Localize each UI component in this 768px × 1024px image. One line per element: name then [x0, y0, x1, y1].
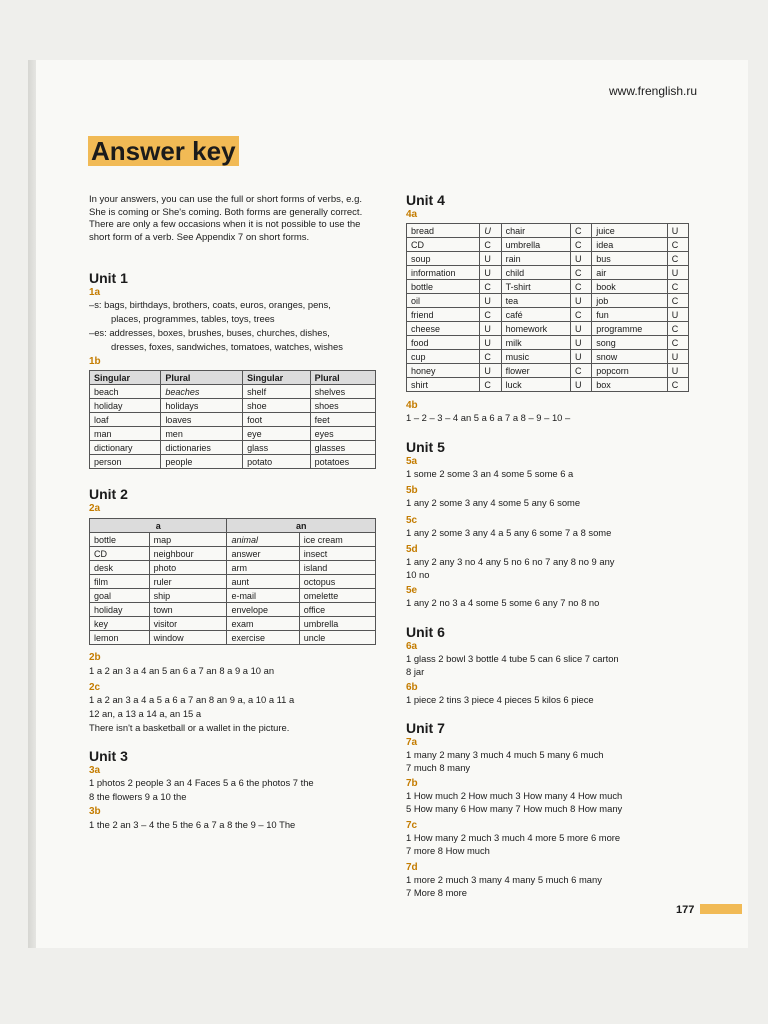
table-cell: idea [592, 238, 667, 252]
table-cell: snow [592, 350, 667, 364]
table-cell: C [480, 280, 501, 294]
table-row [90, 455, 376, 469]
table-cell: homework [501, 322, 570, 336]
page-number: 177 [676, 904, 695, 916]
table-cell: U [667, 308, 688, 322]
ex-6b-line: 1 piece 2 tins 3 piece 4 pieces 5 kilos 6 piece [406, 694, 594, 705]
table-cell: U [570, 350, 591, 364]
table-cell: shirt [407, 378, 480, 392]
table-row [407, 350, 689, 364]
ex-2a-table [89, 518, 376, 645]
ex-4b-line: 1 – 2 – 3 – 4 an 5 a 6 a 7 a 8 – 9 – 10 – [406, 412, 571, 423]
table-row [90, 399, 376, 413]
table-header: a [90, 519, 227, 533]
ex-7b-label: 7b [406, 778, 418, 789]
ex-1a-line: –s: bags, birthdays, brothers, coats, euros, oranges, pens, [89, 299, 331, 310]
table-cell: exercise [227, 631, 299, 645]
table-cell: U [667, 364, 688, 378]
table-row [90, 561, 376, 575]
table-cell: shelves [310, 385, 375, 399]
table-row [90, 413, 376, 427]
table-cell: loaves [161, 413, 243, 427]
ex-6a-line: 8 jar [406, 666, 425, 677]
ex-2c-line: 1 a 2 an 3 a 4 a 5 a 6 a 7 an 8 an 9 a, a 10 a 11 a [89, 694, 295, 705]
table-row [90, 533, 376, 547]
table-cell: honey [407, 364, 480, 378]
table-cell: fun [592, 308, 667, 322]
table-cell: island [299, 561, 375, 575]
table-row [90, 547, 376, 561]
ex-1a-line: –es: addresses, boxes, brushes, buses, churches, dishes, [89, 327, 330, 338]
ex-1b-label: 1b [89, 356, 101, 367]
ex-6a-line: 1 glass 2 bowl 3 bottle 4 tube 5 can 6 slice 7 carton [406, 653, 619, 664]
unit-3-heading: Unit 3 [89, 748, 128, 764]
table-cell: friend [407, 308, 480, 322]
ex-2b-label: 2b [89, 652, 101, 663]
table-cell: luck [501, 378, 570, 392]
table-cell: box [592, 378, 667, 392]
table-cell: eye [243, 427, 311, 441]
ex-7a-label: 7a [406, 737, 418, 748]
table-cell: café [501, 308, 570, 322]
table-row [407, 252, 689, 266]
ex-4a-label: 4a [406, 209, 418, 220]
table-cell: envelope [227, 603, 299, 617]
table-cell: e-mail [227, 589, 299, 603]
table-cell: bottle [407, 280, 480, 294]
unit-4-heading: Unit 4 [406, 192, 445, 208]
table-cell: omelette [299, 589, 375, 603]
table-cell: holiday [90, 603, 150, 617]
ex-4a-table [406, 223, 689, 392]
table-header: Plural [310, 371, 375, 385]
ex-7d-line: 1 more 2 much 3 many 4 many 5 much 6 many [406, 874, 602, 885]
table-cell: people [161, 455, 243, 469]
ex-7c-line: 7 more 8 How much [406, 845, 490, 856]
table-cell: U [570, 378, 591, 392]
table-cell: lemon [90, 631, 150, 645]
table-cell: exam [227, 617, 299, 631]
table-cell: neighbour [149, 547, 227, 561]
table-cell: holiday [90, 399, 161, 413]
ex-2b-line: 1 a 2 an 3 a 4 an 5 an 6 a 7 an 8 a 9 a 10 an [89, 665, 275, 676]
table-cell: desk [90, 561, 150, 575]
table-cell: C [667, 322, 688, 336]
table-row [90, 441, 376, 455]
ex-3a-label: 3a [89, 765, 101, 776]
ex-1a-line: dresses, foxes, sandwiches, tomatoes, watches, wishes [111, 341, 343, 352]
table-cell: answer [227, 547, 299, 561]
table-cell: air [592, 266, 667, 280]
table-header: an [227, 519, 376, 533]
table-row [407, 364, 689, 378]
table-row [90, 575, 376, 589]
table-cell: dictionary [90, 441, 161, 455]
table-header: Singular [243, 371, 311, 385]
table-cell: photo [149, 561, 227, 575]
table-cell: juice [592, 224, 667, 238]
table-cell: beaches [161, 385, 243, 399]
table-cell: cup [407, 350, 480, 364]
table-cell: U [667, 266, 688, 280]
table-cell: C [480, 238, 501, 252]
table-cell: C [570, 238, 591, 252]
table-cell: C [570, 280, 591, 294]
ex-5d-line: 1 any 2 any 3 no 4 any 5 no 6 no 7 any 8 no 9 any [406, 556, 615, 567]
table-cell: U [480, 252, 501, 266]
table-cell: C [570, 308, 591, 322]
unit-6-heading: Unit 6 [406, 624, 445, 640]
ex-1a-label: 1a [89, 287, 101, 298]
table-cell: office [299, 603, 375, 617]
table-cell: foot [243, 413, 311, 427]
table-row [90, 603, 376, 617]
unit-7-heading: Unit 7 [406, 720, 445, 736]
table-cell: insect [299, 547, 375, 561]
table-cell: U [480, 322, 501, 336]
table-cell: U [570, 294, 591, 308]
table-header: Plural [161, 371, 243, 385]
table-cell: octopus [299, 575, 375, 589]
ex-7c-label: 7c [406, 820, 418, 831]
table-cell: C [667, 280, 688, 294]
table-row [407, 378, 689, 392]
table-cell: book [592, 280, 667, 294]
table-row [90, 589, 376, 603]
table-cell: ice cream [299, 533, 375, 547]
table-cell: milk [501, 336, 570, 350]
table-cell: C [480, 308, 501, 322]
table-cell: town [149, 603, 227, 617]
page-title: Answer key [88, 136, 239, 166]
table-row [90, 617, 376, 631]
unit-5-heading: Unit 5 [406, 439, 445, 455]
table-cell: C [480, 350, 501, 364]
table-cell: information [407, 266, 480, 280]
table-cell: glasses [310, 441, 375, 455]
table-cell: cheese [407, 322, 480, 336]
table-cell: song [592, 336, 667, 350]
table-cell: umbrella [299, 617, 375, 631]
table-cell: bread [407, 224, 480, 238]
table-cell: potatoes [310, 455, 375, 469]
ex-2c-label: 2c [89, 682, 101, 693]
table-cell: shoe [243, 399, 311, 413]
ex-3b-label: 3b [89, 806, 101, 817]
ex-7a-line: 7 much 8 many [406, 762, 471, 773]
table-cell: window [149, 631, 227, 645]
table-cell: man [90, 427, 161, 441]
table-cell: ship [149, 589, 227, 603]
table-cell: umbrella [501, 238, 570, 252]
ex-6a-label: 6a [406, 641, 418, 652]
table-row [407, 336, 689, 350]
table-cell: C [570, 364, 591, 378]
table-cell: arm [227, 561, 299, 575]
table-cell: goal [90, 589, 150, 603]
table-cell: popcorn [592, 364, 667, 378]
table-header: Singular [90, 371, 161, 385]
table-cell: U [570, 252, 591, 266]
table-cell: rain [501, 252, 570, 266]
table-cell: map [149, 533, 227, 547]
table-row [407, 266, 689, 280]
table-row [407, 294, 689, 308]
ex-3a-line: 1 photos 2 people 3 an 4 Faces 5 a 6 the photos 7 the [89, 777, 314, 788]
table-cell: U [480, 364, 501, 378]
intro-text: In your answers, you can use the full or short forms of verbs, e.g. She is coming or She's coming. Both forms are generally correct. There are only a few occasions when it is not possible to use the short form of a verb. See Appendix 7 on short forms. [89, 194, 363, 243]
table-cell: ruler [149, 575, 227, 589]
table-cell: CD [90, 547, 150, 561]
table-cell: U [570, 336, 591, 350]
ex-7c-line: 1 How many 2 much 3 much 4 more 5 more 6 more [406, 832, 621, 843]
table-cell: U [667, 224, 688, 238]
table-cell: person [90, 455, 161, 469]
table-cell: music [501, 350, 570, 364]
ex-5a-line: 1 some 2 some 3 an 4 some 5 some 6 a [406, 468, 574, 479]
table-row [407, 224, 689, 238]
table-cell: child [501, 266, 570, 280]
table-cell: chair [501, 224, 570, 238]
table-cell: men [161, 427, 243, 441]
table-cell: T-shirt [501, 280, 570, 294]
table-row [407, 322, 689, 336]
table-cell: CD [407, 238, 480, 252]
ex-4b-label: 4b [406, 400, 418, 411]
table-cell: C [667, 336, 688, 350]
table-cell: tea [501, 294, 570, 308]
ex-5a-label: 5a [406, 456, 418, 467]
table-cell: U [480, 224, 501, 238]
table-cell: shoes [310, 399, 375, 413]
table-cell: soup [407, 252, 480, 266]
page-number-bar [700, 904, 742, 914]
table-cell: C [570, 224, 591, 238]
unit-1-heading: Unit 1 [89, 270, 128, 286]
table-cell: shelf [243, 385, 311, 399]
ex-5b-line: 1 any 2 some 3 any 4 some 5 any 6 some [406, 497, 581, 508]
table-cell: C [667, 378, 688, 392]
table-cell: glass [243, 441, 311, 455]
table-cell: animal [227, 533, 299, 547]
table-cell: loaf [90, 413, 161, 427]
ex-5b-label: 5b [406, 485, 418, 496]
table-cell: dictionaries [161, 441, 243, 455]
ex-1b-table [89, 370, 376, 469]
table-row [407, 238, 689, 252]
ex-5e-label: 5e [406, 585, 418, 596]
ex-7a-line: 1 many 2 many 3 much 4 much 5 many 6 much [406, 749, 604, 760]
ex-5e-line: 1 any 2 no 3 a 4 some 5 some 6 any 7 no 8 no [406, 597, 600, 608]
ex-5d-label: 5d [406, 544, 418, 555]
table-row [90, 427, 376, 441]
table-cell: feet [310, 413, 375, 427]
ex-5c-label: 5c [406, 515, 418, 526]
ex-7b-line: 1 How much 2 How much 3 How many 4 How much [406, 790, 623, 801]
table-cell: U [480, 294, 501, 308]
table-row [90, 631, 376, 645]
table-cell: potato [243, 455, 311, 469]
table-row [90, 385, 376, 399]
table-cell: U [480, 336, 501, 350]
table-row [407, 308, 689, 322]
table-cell: U [480, 266, 501, 280]
table-cell: U [667, 350, 688, 364]
ex-3a-line: 8 the flowers 9 a 10 the [89, 791, 187, 802]
table-cell: C [480, 378, 501, 392]
table-cell: bus [592, 252, 667, 266]
ex-5d-line: 10 no [406, 569, 430, 580]
table-cell: oil [407, 294, 480, 308]
ex-2c-line: 12 an, a 13 a 14 a, an 15 a [89, 708, 202, 719]
table-cell: uncle [299, 631, 375, 645]
table-cell: job [592, 294, 667, 308]
table-cell: C [667, 238, 688, 252]
table-cell: beach [90, 385, 161, 399]
table-cell: key [90, 617, 150, 631]
table-row [407, 280, 689, 294]
table-cell: holidays [161, 399, 243, 413]
table-cell: food [407, 336, 480, 350]
table-cell: aunt [227, 575, 299, 589]
ex-7d-line: 7 More 8 more [406, 887, 467, 898]
table-cell: C [667, 252, 688, 266]
table-cell: U [570, 322, 591, 336]
table-cell: C [667, 294, 688, 308]
table-cell: C [570, 266, 591, 280]
ex-1a-line: places, programmes, tables, toys, trees [111, 313, 275, 324]
ex-7b-line: 5 How many 6 How many 7 How much 8 How many [406, 803, 623, 814]
ex-2a-label: 2a [89, 503, 101, 514]
ex-2c-line: There isn't a basketball or a wallet in the picture. [89, 722, 290, 733]
table-cell: programme [592, 322, 667, 336]
site-url: www.frenglish.ru [609, 84, 698, 98]
table-cell: flower [501, 364, 570, 378]
ex-5c-line: 1 any 2 some 3 any 4 a 5 any 6 some 7 a 8 some [406, 527, 612, 538]
table-cell: film [90, 575, 150, 589]
table-cell: eyes [310, 427, 375, 441]
unit-2-heading: Unit 2 [89, 486, 128, 502]
table-cell: bottle [90, 533, 150, 547]
ex-7d-label: 7d [406, 862, 418, 873]
table-cell: visitor [149, 617, 227, 631]
ex-3b-line: 1 the 2 an 3 – 4 the 5 the 6 a 7 a 8 the 9 – 10 The [89, 819, 296, 830]
ex-6b-label: 6b [406, 682, 418, 693]
